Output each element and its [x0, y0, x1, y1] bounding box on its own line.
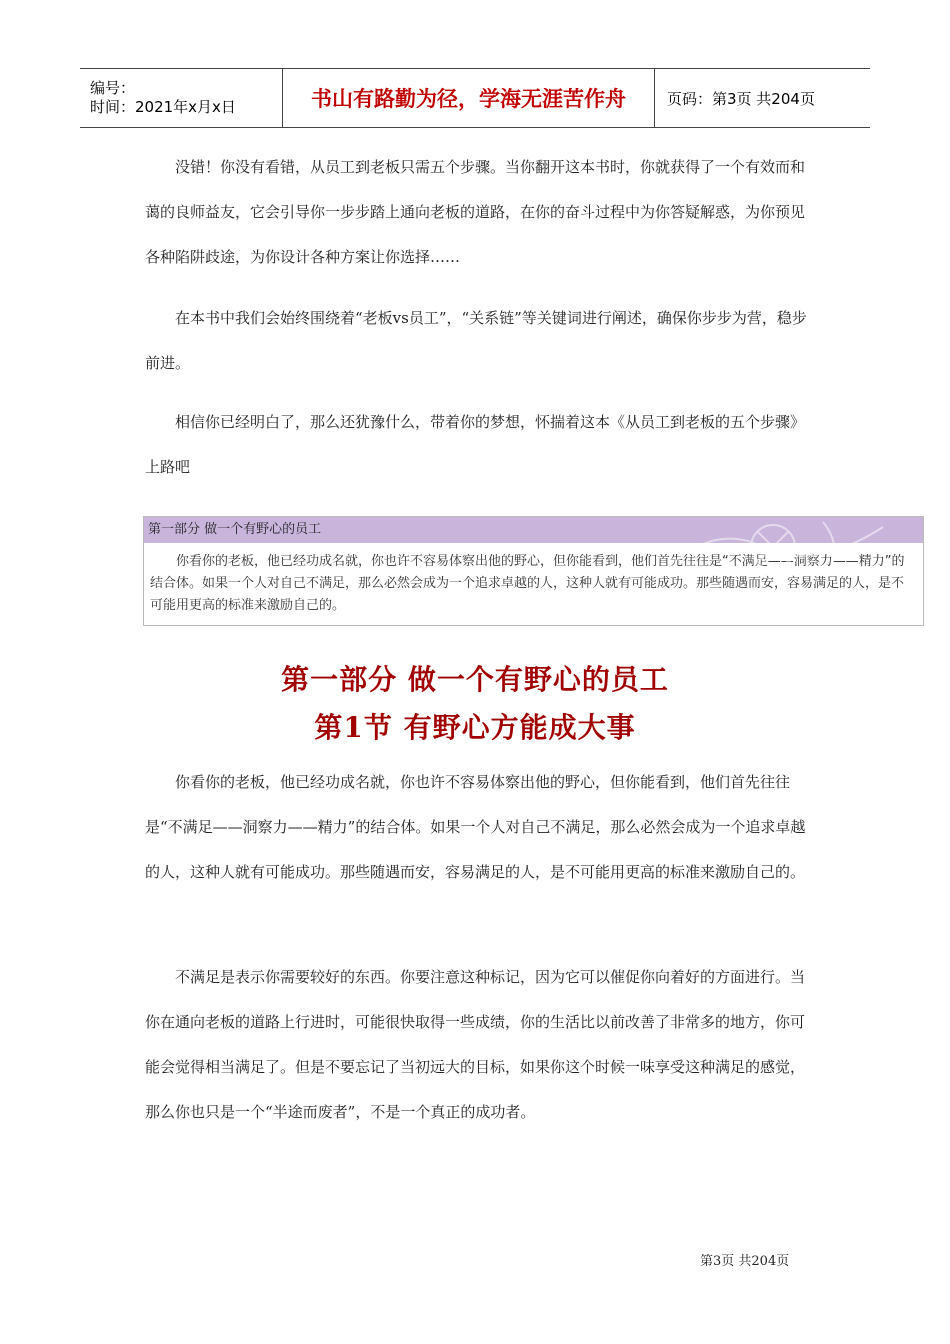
summary-box-title-text: 第一部分 做一个有野心的员工: [148, 522, 322, 537]
header-motto: 书山有路勤为径，学海无涯苦作舟: [282, 69, 655, 127]
part-title: 第一部分 做一个有野心的员工: [281, 663, 669, 696]
watermark-icon: [653, 517, 893, 577]
summary-box-title: [144, 517, 923, 543]
summary-box-body: 你看你的老板，他已经功成名就，你也许不容易体察出他的野心，但你能看到，他们首先往往是“不满足——洞察力——精力”的结合体。如果一个人对自己不满足，那么必然会成为一个追求卓越的人，这种人就有可能成功。那些随遇而安，容易满足的人，是不可能用更高的标准来激励自己的。: [150, 554, 905, 613]
body-paragraph-2: 不满足是表示你需要较好的东西。你要注意这种标记，因为它可以催促你向着好的方面进行。当你在通向老板的道路上行进时，可能很快取得一些成绩，你的生活比以前改善了非常多的地方，你可能会觉得相当满足了。但是不要忘记了当初远大的目标，如果你这个时候一味享受这种满足的感觉，那么你也只是一个“半途而废者”，不是一个真正的成功者。: [145, 968, 806, 1121]
intro-paragraph-1: 没错！你没有看错，从员工到老板只需五个步骤。当你翻开这本书时，你就获得了一个有效而和蔼的良师益友，它会引导你一步步踏上通向老板的道路，在你的奋斗过程中为你答疑解惑，为你预见各种陷阱歧途，为你设计各种方案让你选择……: [145, 158, 806, 266]
intro-paragraph-2: 在本书中我们会始终围绕着“老板vs员工”，“关系链”等关键词进行阐述，确保你步步为营，稳步前进。: [145, 309, 807, 372]
chapter-title: 第1节 有野心方能成大事: [314, 711, 636, 744]
intro-paragraph-3: 相信你已经明白了，那么还犹豫什么，带着你的梦想，怀揣着这本《从员工到老板的五个步骤》上路吧: [145, 413, 806, 476]
header-meta: [80, 69, 282, 127]
page-header: [80, 68, 870, 128]
body-paragraph-1: 你看你的老板，他已经功成名就，你也许不容易体察出他的野心，但你能看到，他们首先往往是“不满足——洞察力——精力”的结合体。如果一个人对自己不满足，那么必然会成为一个追求卓越的人，这种人就有可能成功。那些随遇而安，容易满足的人，是不可能用更高的标准来激励自己的。: [145, 773, 806, 881]
footer-page-number: 第3页 共204页: [700, 1254, 790, 1269]
summary-box: [143, 516, 924, 626]
header-number-label: 编号：: [90, 79, 136, 97]
header-page-info: 页码：第3页 共204页: [667, 89, 815, 108]
header-time-label: 时间：2021年x月x日: [90, 98, 236, 116]
